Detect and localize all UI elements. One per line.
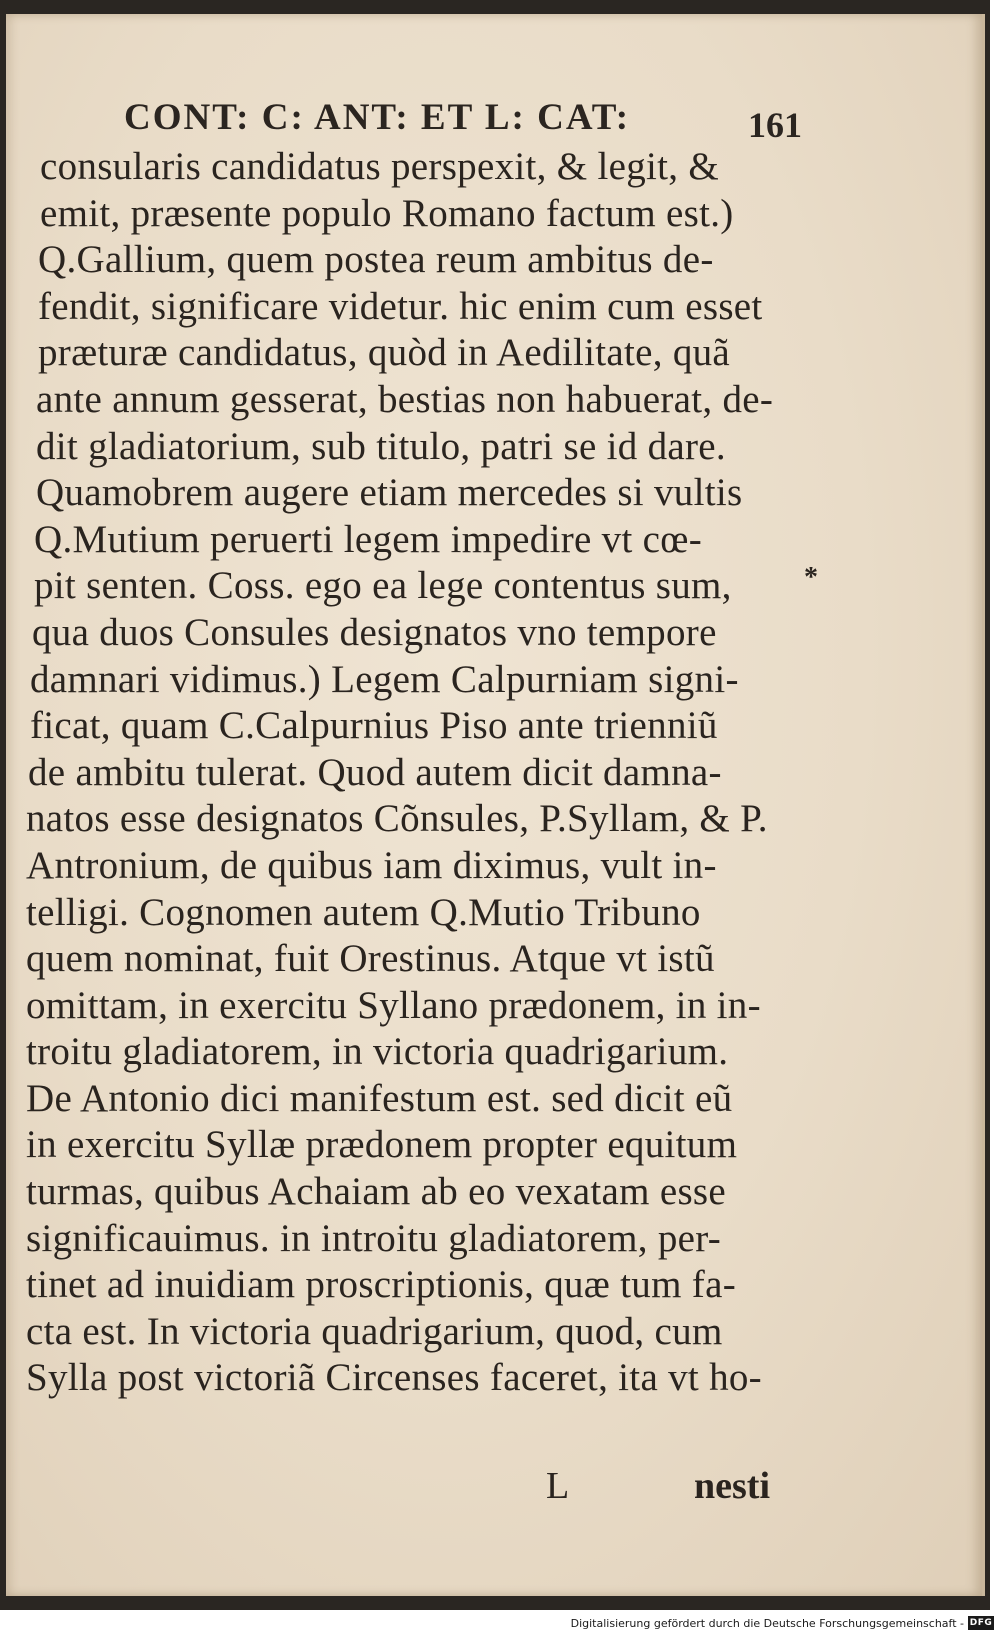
text-line: Antronium, de quibus iam diximus, vult in-: [26, 843, 717, 887]
text-line: emit, præsente populo Romano factum est.): [40, 191, 734, 235]
text-line: significauimus. in introitu gladiatorem, per-: [26, 1216, 722, 1260]
text-line: telligi. Cognomen autem Q.Mutio Tribuno: [26, 890, 701, 934]
text-line: De Antonio dici manifestum est. sed dicit eũ: [26, 1076, 733, 1120]
text-line: pit senten. Coss. ego ea lege contentus sum,: [34, 564, 732, 608]
digitization-footer: [0, 1614, 1000, 1637]
text-line: in exercitu Syllæ prædonem propter equitum: [26, 1123, 738, 1167]
text-line: dit gladiatorium, sub titulo, patri se id dare.: [36, 424, 726, 468]
text-line: Quamobrem augere etiam mercedes si vultis: [36, 471, 743, 515]
text-line: Q.Mutium peruerti legem impedire vt cœ-: [34, 517, 703, 561]
text-line: fendit, significare videtur. hic enim cum esset: [38, 284, 763, 328]
body-text: [26, 144, 816, 1402]
text-line: quem nominat, fuit Orestinus. Atque vt istũ: [26, 937, 715, 981]
text-line: ficat, quam C.Calpurnius Piso ante trienniũ: [30, 704, 718, 748]
running-head: CONT: C: ANT: ET L: CAT:: [124, 97, 631, 138]
marginal-asterisk: *: [804, 562, 818, 593]
text-line: Q.Gallium, quem postea reum ambitus de-: [38, 238, 714, 282]
catchword: nesti: [694, 1465, 770, 1507]
text-line: tinet ad inuidiam proscriptionis, quæ tum fa-: [26, 1263, 736, 1307]
text-line: damnari vidimus.) Legem Calpurniam signi-: [30, 657, 739, 701]
dfg-logo: DFG: [969, 1618, 993, 1628]
text-line: troitu gladiatorem, in victoria quadrigarium.: [26, 1030, 729, 1074]
text-line: ante annum gesserat, bestias non habuerat, de-: [36, 377, 774, 421]
text-line: consularis candidatus perspexit, & legit, &: [40, 145, 720, 188]
text-line: natos esse designatos Cõnsules, P.Syllam, & P.: [26, 797, 768, 841]
text-line: turmas, quibus Achaiam ab eo vexatam esse: [26, 1170, 727, 1214]
funding-credit: Digitalisierung gefördert durch die Deutsche Forschungsgemeinschaft -: [570, 1617, 964, 1630]
signature-mark: L: [546, 1465, 570, 1507]
text-line: Sylla post victoriã Circenses faceret, ita vt ho-: [26, 1356, 762, 1400]
text-line: præturæ candidatus, quòd in Aedilitate, quã: [38, 331, 731, 375]
text-line: omittam, in exercitu Syllano prædonem, in in-: [26, 983, 761, 1027]
text-line: cta est. In victoria quadrigarium, quod, cum: [26, 1309, 723, 1353]
page-number: 161: [748, 105, 802, 145]
text-line: qua duos Consules designatos vno tempore: [32, 610, 717, 654]
book-page: [6, 14, 985, 1596]
text-line: de ambitu tulerat. Quod autem dicit damna-: [28, 750, 722, 794]
